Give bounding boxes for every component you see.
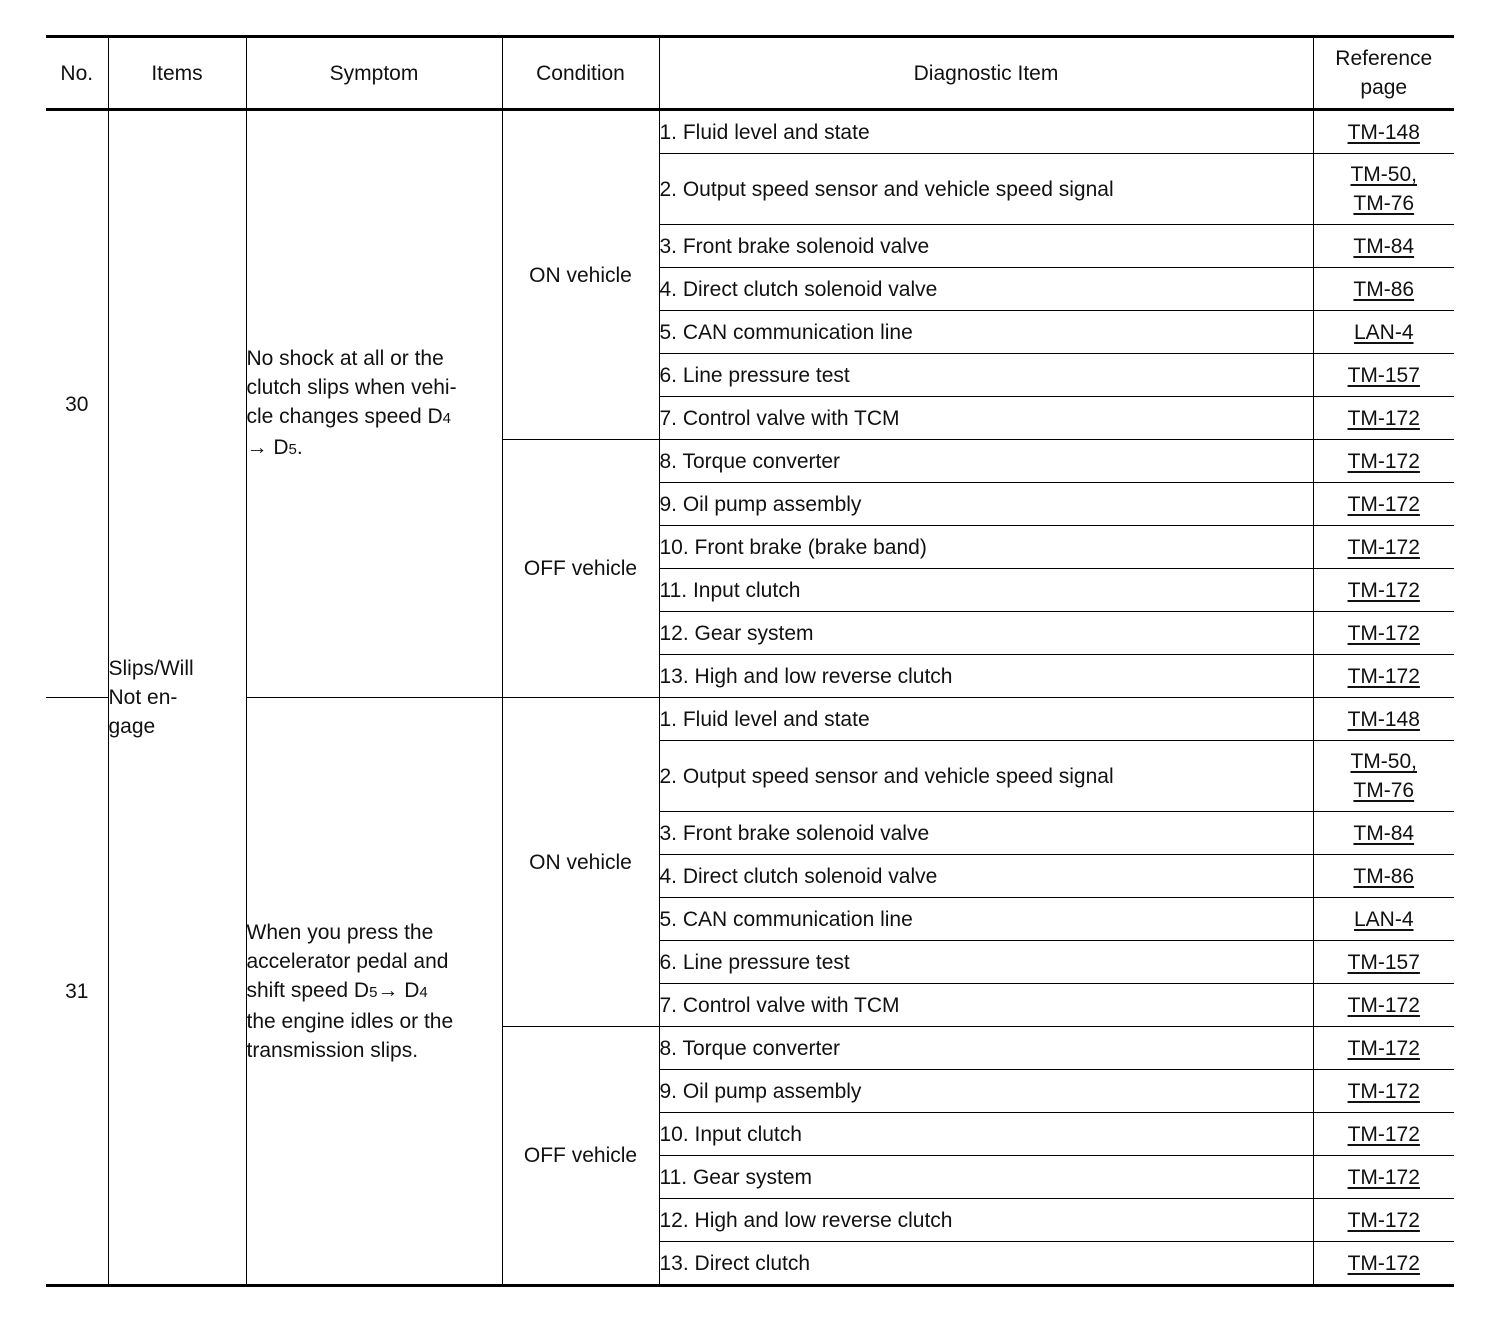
items-line: gage bbox=[108, 715, 156, 738]
reference-cell bbox=[1313, 741, 1454, 812]
gear-subscript: 4 bbox=[442, 410, 451, 427]
reference-cell bbox=[1313, 483, 1454, 526]
diagnostic-item: 8. Torque converter bbox=[659, 1027, 1313, 1070]
diagnostic-item: 1. Fluid level and state bbox=[659, 698, 1313, 741]
reference-cell bbox=[1313, 311, 1454, 354]
diagnostic-item: 11. Gear system bbox=[659, 1156, 1313, 1199]
header-items: Items bbox=[108, 37, 246, 110]
diagnostic-item: 4. Direct clutch solenoid valve bbox=[659, 855, 1313, 898]
reference-link[interactable]: TM-76 bbox=[1353, 779, 1415, 802]
reference-cell bbox=[1313, 812, 1454, 855]
reference-link[interactable]: TM-172 bbox=[1347, 1208, 1420, 1232]
items-line: Slips/Will bbox=[108, 657, 194, 680]
reference-cell bbox=[1313, 612, 1454, 655]
reference-link[interactable]: TM-172 bbox=[1347, 1165, 1420, 1189]
reference-link[interactable]: TM-86 bbox=[1353, 864, 1415, 888]
symptom-punct: . bbox=[296, 436, 303, 459]
reference-cell bbox=[1313, 110, 1454, 154]
condition-on-vehicle: ON vehicle bbox=[502, 110, 659, 440]
reference-link[interactable]: TM-172 bbox=[1347, 578, 1420, 602]
diagnostic-item: 7. Control valve with TCM bbox=[659, 397, 1313, 440]
symptom-line: clutch slips when vehi- bbox=[246, 376, 457, 399]
reference-cell bbox=[1313, 526, 1454, 569]
reference-cell bbox=[1313, 154, 1454, 225]
reference-link[interactable]: TM-172 bbox=[1347, 664, 1420, 688]
reference-cell bbox=[1313, 440, 1454, 483]
reference-cell bbox=[1313, 397, 1454, 440]
table-row bbox=[46, 698, 1454, 741]
header-reference-page bbox=[1313, 37, 1454, 110]
reference-cell bbox=[1313, 1156, 1454, 1199]
reference-link[interactable]: LAN-4 bbox=[1353, 907, 1414, 931]
reference-cell bbox=[1313, 898, 1454, 941]
diagnostic-item: 5. CAN communication line bbox=[659, 311, 1313, 354]
header-reference-line1: Reference bbox=[1335, 47, 1433, 70]
reference-link[interactable]: TM-157 bbox=[1347, 950, 1420, 974]
diagnostic-item: 2. Output speed sensor and vehicle speed signal bbox=[659, 741, 1313, 812]
reference-link[interactable]: TM-172 bbox=[1347, 993, 1420, 1017]
symptom-line: When you press the bbox=[246, 920, 434, 944]
reference-link[interactable]: TM-172 bbox=[1347, 492, 1420, 516]
items-line: Not en- bbox=[108, 686, 178, 709]
reference-link[interactable]: TM-172 bbox=[1347, 1079, 1420, 1103]
reference-link[interactable]: TM-172 bbox=[1347, 535, 1420, 559]
diagnostic-item: 9. Oil pump assembly bbox=[659, 1070, 1313, 1113]
header-condition: Condition bbox=[502, 37, 659, 110]
reference-link[interactable]: TM-50, bbox=[1350, 163, 1417, 186]
reference-link[interactable]: TM-76 bbox=[1353, 192, 1415, 215]
symptom-line: accelerator pedal and bbox=[246, 949, 449, 973]
reference-cell bbox=[1313, 225, 1454, 268]
condition-off-vehicle: OFF vehicle bbox=[502, 440, 659, 698]
diagnostic-item: 2. Output speed sensor and vehicle speed signal bbox=[659, 154, 1313, 225]
header-symptom: Symptom bbox=[246, 37, 502, 110]
reference-cell bbox=[1313, 1070, 1454, 1113]
symptom-cell-30 bbox=[246, 110, 502, 698]
row-number-31: 31 bbox=[46, 698, 108, 1286]
reference-cell bbox=[1313, 984, 1454, 1027]
symptom-line: cle changes speed D bbox=[246, 405, 443, 428]
diagnostic-item: 3. Front brake solenoid valve bbox=[659, 812, 1313, 855]
reference-cell bbox=[1313, 1242, 1454, 1286]
diagnostic-item: 6. Line pressure test bbox=[659, 941, 1313, 984]
diagnostic-item: 7. Control valve with TCM bbox=[659, 984, 1313, 1027]
header-diagnostic-item: Diagnostic Item bbox=[659, 37, 1313, 110]
symptom-line: No shock at all or the bbox=[246, 347, 444, 370]
diagnostic-item: 8. Torque converter bbox=[659, 440, 1313, 483]
symptom-line: → D bbox=[246, 436, 289, 459]
reference-link[interactable]: LAN-4 bbox=[1353, 320, 1414, 344]
reference-cell bbox=[1313, 268, 1454, 311]
diagnostic-item: 3. Front brake solenoid valve bbox=[659, 225, 1313, 268]
reference-link[interactable]: TM-157 bbox=[1347, 363, 1420, 387]
reference-link[interactable]: TM-148 bbox=[1347, 707, 1420, 731]
symptom-line: shift speed D bbox=[246, 978, 370, 1002]
reference-link[interactable]: TM-148 bbox=[1347, 120, 1420, 144]
diagnostic-item: 12. High and low reverse clutch bbox=[659, 1199, 1313, 1242]
reference-cell bbox=[1313, 698, 1454, 741]
reference-link[interactable]: TM-172 bbox=[1347, 1122, 1420, 1146]
diagnostic-item: 1. Fluid level and state bbox=[659, 110, 1313, 154]
gear-subscript: 5 bbox=[288, 441, 297, 458]
reference-cell bbox=[1313, 941, 1454, 984]
reference-cell bbox=[1313, 1113, 1454, 1156]
reference-cell bbox=[1313, 569, 1454, 612]
diagnostic-item: 9. Oil pump assembly bbox=[659, 483, 1313, 526]
diagnostic-item: 6. Line pressure test bbox=[659, 354, 1313, 397]
diagnostic-item: 11. Input clutch bbox=[659, 569, 1313, 612]
reference-link[interactable]: TM-50, bbox=[1350, 750, 1417, 773]
table-row bbox=[46, 110, 1454, 154]
reference-link[interactable]: TM-172 bbox=[1347, 406, 1420, 430]
symptom-line: → D bbox=[377, 978, 420, 1002]
diagnosis-table bbox=[46, 35, 1454, 1287]
reference-cell bbox=[1313, 1199, 1454, 1242]
header-reference-line2: page bbox=[1360, 76, 1408, 99]
gear-subscript: 4 bbox=[419, 983, 428, 1001]
gear-subscript: 5 bbox=[369, 983, 378, 1001]
reference-link[interactable]: TM-172 bbox=[1347, 621, 1420, 645]
reference-cell bbox=[1313, 855, 1454, 898]
reference-link[interactable]: TM-172 bbox=[1347, 449, 1420, 473]
diagnostic-item: 10. Front brake (brake band) bbox=[659, 526, 1313, 569]
symptom-line: transmission slips. bbox=[246, 1038, 419, 1062]
condition-on-vehicle: ON vehicle bbox=[502, 698, 659, 1027]
diagnostic-item: 10. Input clutch bbox=[659, 1113, 1313, 1156]
reference-link[interactable]: TM-172 bbox=[1347, 1036, 1420, 1060]
reference-link[interactable]: TM-172 bbox=[1347, 1251, 1420, 1275]
reference-cell bbox=[1313, 1027, 1454, 1070]
row-number-30: 30 bbox=[46, 110, 108, 698]
symptom-line: the engine idles or the bbox=[246, 1009, 454, 1033]
header-no: No. bbox=[46, 37, 108, 110]
symptom-cell-31 bbox=[246, 698, 502, 1286]
items-cell bbox=[108, 110, 246, 1286]
reference-cell bbox=[1313, 655, 1454, 698]
condition-off-vehicle: OFF vehicle bbox=[502, 1027, 659, 1286]
diagnostic-item: 4. Direct clutch solenoid valve bbox=[659, 268, 1313, 311]
reference-link[interactable]: TM-84 bbox=[1353, 234, 1415, 258]
diagnostic-item: 12. Gear system bbox=[659, 612, 1313, 655]
reference-link[interactable]: TM-86 bbox=[1353, 277, 1415, 301]
diagnostic-item: 13. Direct clutch bbox=[659, 1242, 1313, 1286]
diagnostic-item: 13. High and low reverse clutch bbox=[659, 655, 1313, 698]
header-row bbox=[46, 37, 1454, 110]
reference-link[interactable]: TM-84 bbox=[1353, 821, 1415, 845]
reference-cell bbox=[1313, 354, 1454, 397]
diagnostic-item: 5. CAN communication line bbox=[659, 898, 1313, 941]
